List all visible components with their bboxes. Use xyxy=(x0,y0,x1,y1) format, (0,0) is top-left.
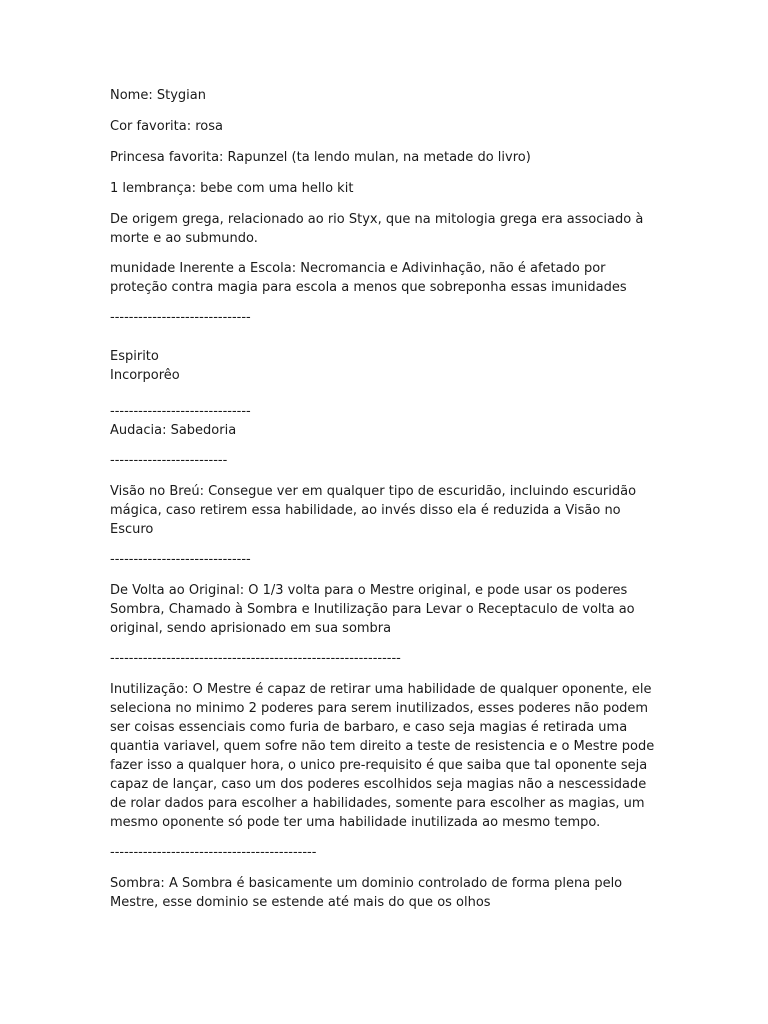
paragraph-incorporeo: Incorporêo xyxy=(110,368,180,383)
separator-1: ------------------------------ xyxy=(110,310,251,325)
paragraph-visao-no-breu: Visão no Breú: Consegue ver em qualquer tipo de escuridão, incluindo escuridão mágica, caso retirem essa habilidade, ao invés disso ela é reduzida a Visão no Escuro xyxy=(110,484,637,537)
document-body xyxy=(110,86,658,912)
separator-3: ------------------------- xyxy=(110,453,228,468)
paragraph-cor-favorita: Cor favorita: rosa xyxy=(110,119,223,134)
separator-5: -------------------------------------------------------------- xyxy=(110,651,401,666)
paragraph-lembranca: 1 lembrança: bebe com uma hello kit xyxy=(110,181,354,196)
paragraph-de-volta-ao-original: De Volta ao Original: O 1/3 volta para o Mestre original, e pode usar os poderes Sombra, Chamado à Sombra e Inutilização para Levar o Receptaculo de volta ao original, sendo aprisionado em sua sombra xyxy=(110,583,635,636)
paragraph-origem: De origem grega, relacionado ao rio Styx, que na mitologia grega era associado à morte e ao submundo. xyxy=(110,212,644,246)
paragraph-audacia: Audacia: Sabedoria xyxy=(110,423,237,438)
paragraph-inutilizacao: Inutilização: O Mestre é capaz de retirar uma habilidade de qualquer oponente, ele seleciona no minimo 2 poderes para serem inutilizados, esses poderes não podem ser coisas essenciais como furia de barbaro, e caso seja magias é retirada uma quantia variavel, quem sofre não tem direito a teste de resistencia e o Mestre pode fazer isso a qualquer hora, o unico pre-requisito é que saiba que tal oponente seja capaz de lançar, caso um dos poderes escolhidos seja magias não a nescessidade de rolar dados para escolher a habilidades, somente para escolher as magias, um mesmo oponente só pode ter uma habilidade inutilizada ao mesmo tempo. xyxy=(110,682,655,830)
paragraph-imunidade: munidade Inerente a Escola: Necromancia e Adivinhação, não é afetado por proteção contra magia para escola a menos que sobreponha essas imunidades xyxy=(110,261,627,295)
paragraph-nome: Nome: Stygian xyxy=(110,88,206,103)
separator-2: ------------------------------ xyxy=(110,404,251,419)
paragraph-princesa-favorita: Princesa favorita: Rapunzel (ta lendo mulan, na metade do livro) xyxy=(110,150,531,165)
separator-6: -------------------------------------------- xyxy=(110,845,317,860)
separator-4: ------------------------------ xyxy=(110,552,251,567)
paragraph-sombra: Sombra: A Sombra é basicamente um dominio controlado de forma plena pelo Mestre, esse dominio se estende até mais do que os olhos xyxy=(110,876,623,910)
paragraph-espirito: Espirito xyxy=(110,349,159,364)
